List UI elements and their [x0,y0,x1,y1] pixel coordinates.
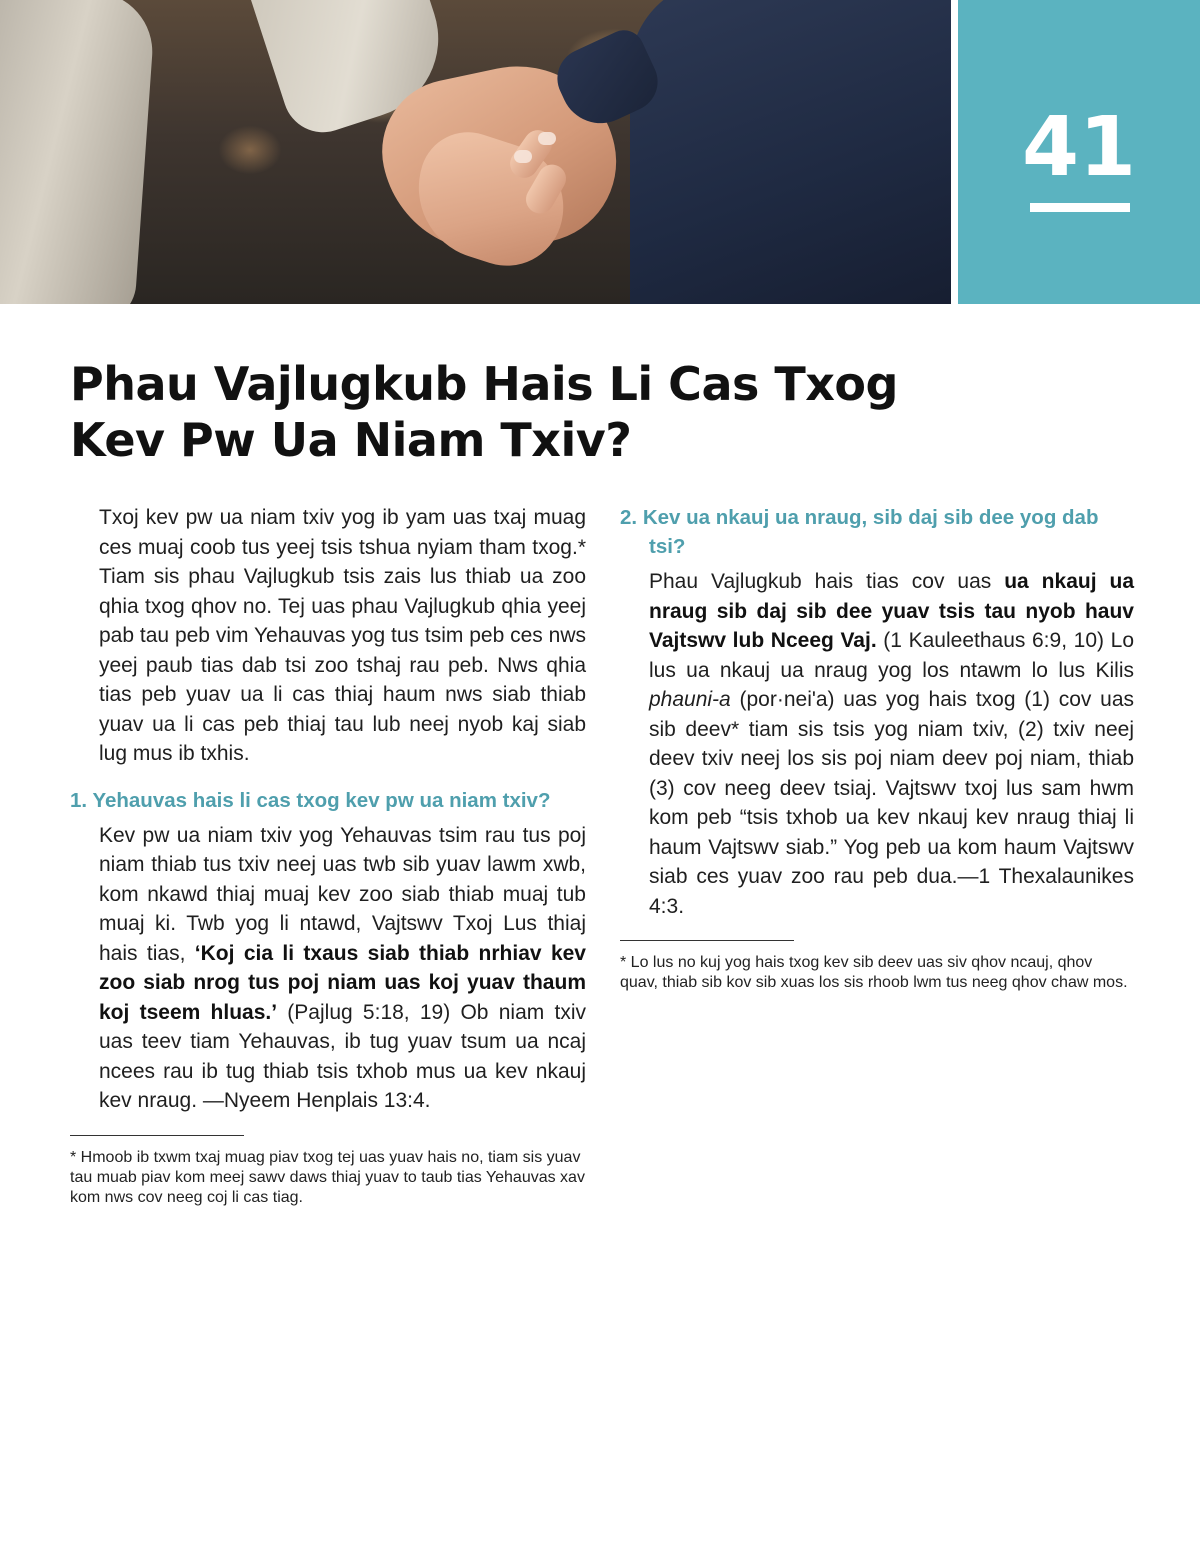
right-column [620,503,1134,993]
chapter-number-underline [1030,203,1130,212]
question-heading-1 [70,786,586,815]
question-text: Yehauvas hais li cas txog kev pw ua niam txiv? [92,788,551,812]
section-text-cont[interactable]: tiam sis tsis yog niam txiv, (2) txiv neej deev txiv neej los sis poj niam deev poj niam, thiab (3) cov neeg deev tsiaj. Vajtswv txoj lus sam hwm kom peb “tsis txhob ua kev nkauj kev nraug thiaj li haum Vajtswv siab.” Yog peb ua kom haum Vajtswv siab ces yuav zoo rau peb dua.—1 Thexalaunikes 4:3. [649,717,1135,918]
section-2-paragraph [620,567,1134,921]
intro-paragraph [70,503,586,769]
section-text-cont: (por·neiʹa) uas yog hais txog (1) cov uas sib deev [649,688,1134,741]
fingernail [538,132,556,145]
footnote-1: * Hmoob ib txwm txaj muag piav txog tej uas yuav hais no, tiam sis yuav tau muab piav kom meej sawv daws thiaj yuav to taub tias Yehauvas xav kom nws cov neeg coj li cas tiag. [70,1148,585,1206]
footnote-marker[interactable]: * [730,717,740,741]
bold-statement: ua nkauj ua nraug sib daj sib dee yuav tsis tau nyob hauv Vajtswv lub Nceeg Vaj. [649,570,1134,652]
footnote-divider [70,1135,244,1136]
greek-word: phauni-a [649,688,731,711]
sleeve-right [630,0,951,304]
hero-photo [0,0,951,304]
question-text: Kev ua nkauj ua nraug, sib daj sib dee yog dab tsi? [642,506,1099,558]
fingernail [514,150,532,163]
footnote-divider [620,940,794,941]
question-number: 1. [70,788,88,812]
footnote-2: * Lo lus no kuj yog hais txog kev sib deev uas siv qhov ncauj, qhov quav, thiab sib kov sib xuas los sis rhoob lwm tus neeg qhov chaw mos. [620,954,1128,991]
footnote-marker[interactable]: * [577,535,586,559]
chapter-number: 41 [1021,100,1137,195]
intro-text: Txoj kev pw ua niam txiv yog ib yam uas txaj muag ces muaj coob tus yeej tsis tshua nyiam tham txog. [99,506,586,559]
section-text-cont[interactable]: (Pajlug 5:18, 19) Ob niam txiv uas teev tiam Yehauvas, ib tug yuav tsum ua ncaj ncees rau ib tug thiab tsis txhob mus ua kev nkauj kev nraug. —Nyeem Henplais 13:4. [99,1000,586,1112]
sleeve-left [0,0,156,304]
question-heading-2 [620,503,1134,561]
intro-text-cont: Tiam sis phau Vajlugkub tsis zais lus thiab ua zoo qhia txog qhov no. Tej uas phau Vajlugkub qhia yeej pab tau peb vim Yehauvas yog tus tsim peb ces nws yeej paub tias dab tsi zoo tshaj rau peb. Nws qhia tias peb yuav ua li cas thiaj haum nws siab thiab yuav ua li cas peb thiaj tau lub neej nyob kaj siab lug mus ib txhis. [99,565,586,765]
section-text-cont[interactable]: (1 Kauleethaus 6:9, 10) Lo lus ua nkauj ua nraug yog los ntawm lo lus Kilis [649,629,1134,682]
question-number: 2. [620,506,638,529]
section-text: Kev pw ua niam txiv yog Yehauvas tsim rau tus poj niam thiab tus txiv neej uas twb sib yuav lawm xwb, kom nkawd thiaj muaj kev zoo siab thiab muaj tub muaj ki. Twb yog li ntawd, Vajtswv Txoj Lus thiaj hais tias, [99,823,586,965]
bold-scripture-quote: ‘Koj cia li txaus siab thiab nrhiav kev zoo siab nrog tus poj niam uas koj yuav thaum koj tseem hluas.’ [99,941,586,1024]
page-title: Phau Vajlugkub Hais Li Cas Txog Kev Pw Ua Niam Txiv? [70,357,898,467]
chapter-number-box [958,0,1200,304]
section-1-paragraph [70,821,586,1116]
section-text: Phau Vajlugkub hais tias cov uas [649,570,1005,593]
left-column [70,503,586,1208]
